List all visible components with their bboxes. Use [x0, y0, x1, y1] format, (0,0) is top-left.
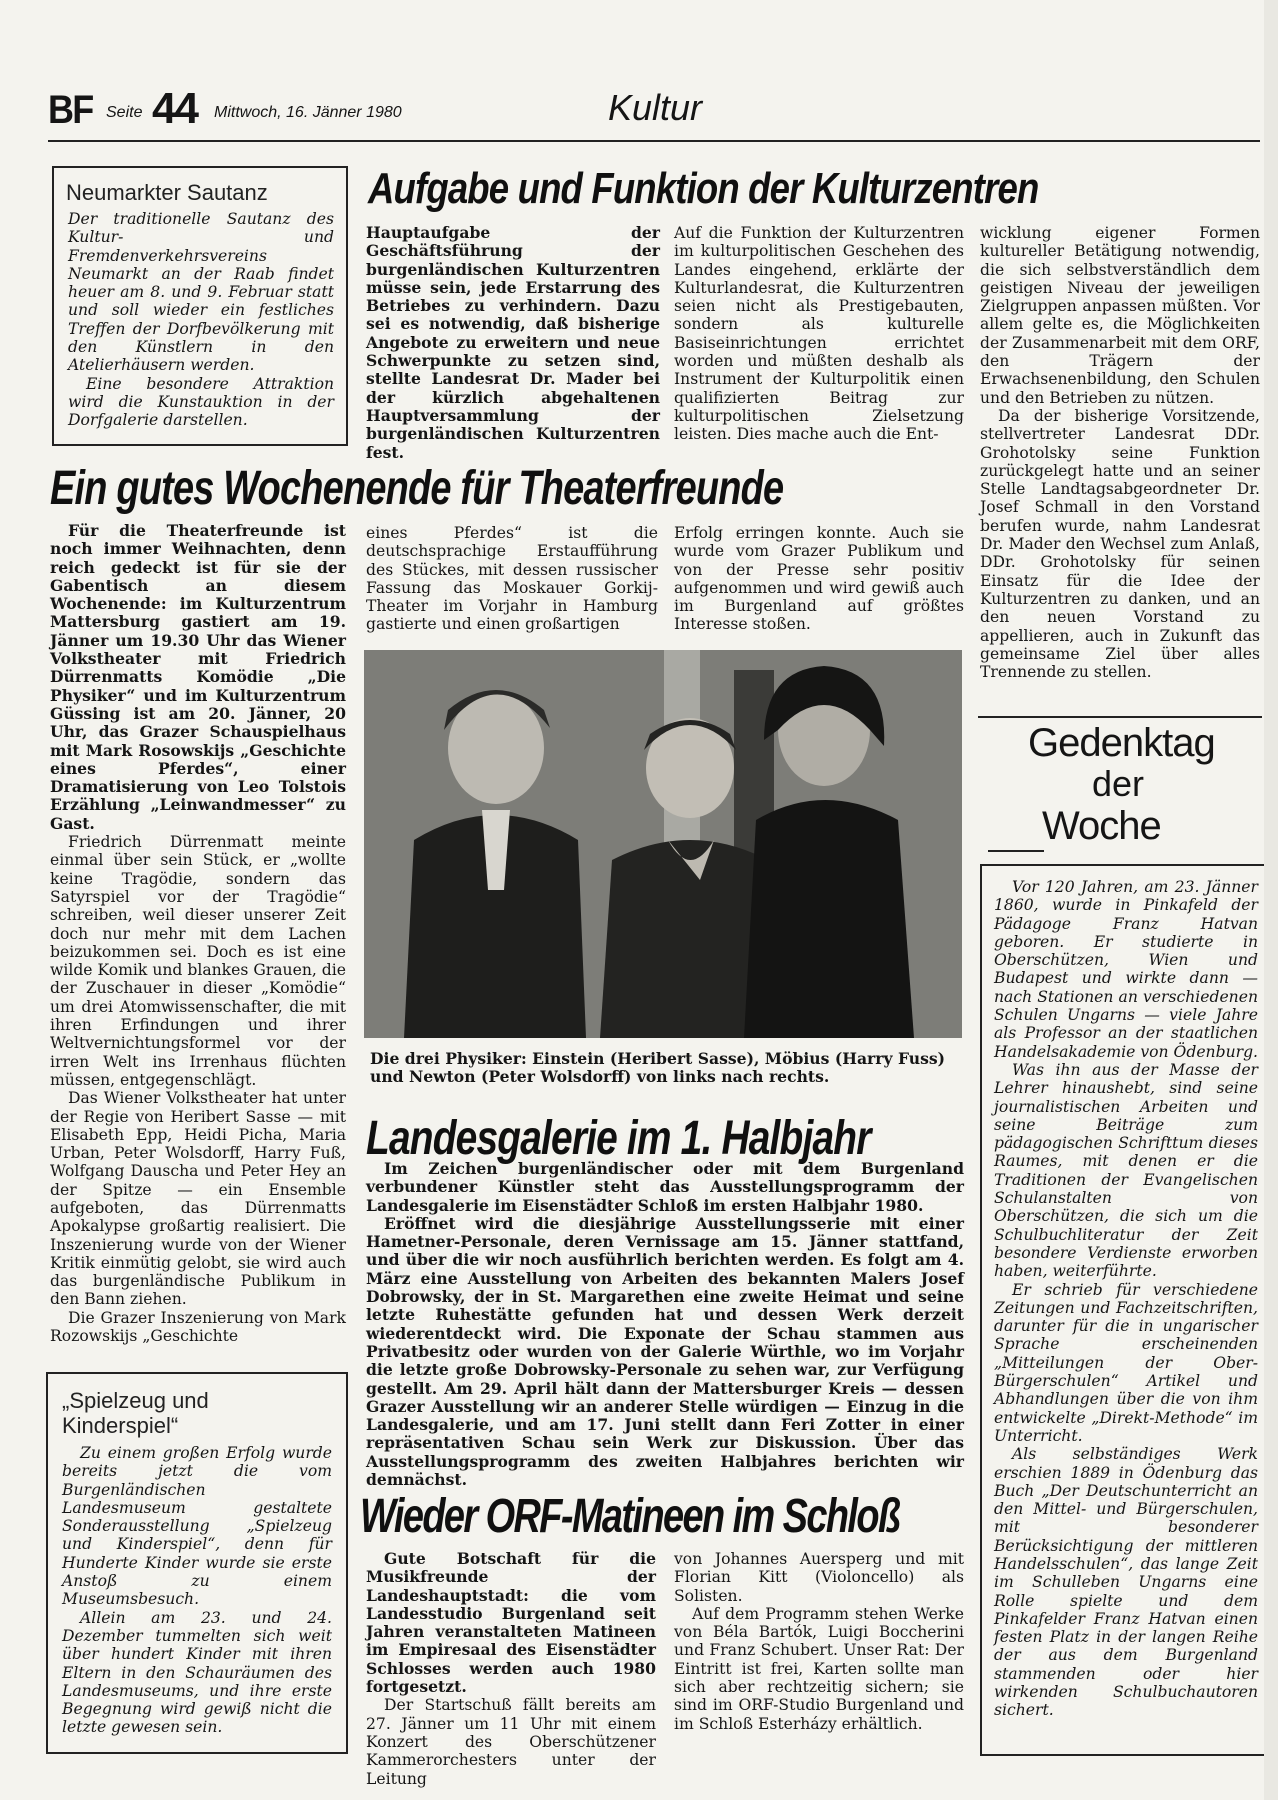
orf-col-2 [674, 1550, 964, 1733]
page-edge [1264, 0, 1278, 1800]
kulturzentren-headline: Aufgabe und Funktion der Kulturzentren [368, 164, 1039, 213]
gedenktag-title-line2: der [1092, 763, 1145, 804]
spielzeug-text [62, 1444, 332, 1737]
sautanz-text [68, 210, 334, 430]
spielzeug-paragraph: Allein am 23. und 24. Dezember tummelten sich weit über hundert Kinder mit ihren Eltern in den Schauräumen des Landesmuseums, und ihre erste Begegnung wird gewiß nicht die letzte gewesen sein. [62, 1608, 332, 1737]
gedenktag-title-line1: Gedenktag [1028, 721, 1215, 765]
kulturzentren-paragraph: Da der bisherige Vorsitzende, stellvertreter Landesrat DDr. Grohotolsky seine Funktion zurückgelegt hatte und an seiner Stelle Landtagsabgeordneter Dr. Josef Schmall in den Vorstand berufen wurde, nahm Landesrat Dr. Mader den Wechsel zum Anlaß, DDr. Grohotolsky für seinen Einsatz für die Idee der Kulturzentren zu danken, und an den neuen Vorstand zu appellieren, auch in Zukunft das gemeinsame Ziel über alles Trennende zu stellen. [980, 406, 1260, 682]
sautanz-paragraph: Eine besondere Attraktion wird die Kunstauktion in der Dorfgalerie darstellen. [68, 374, 334, 430]
theater-col-3: Erfolg erringen konnte. Auch sie wurde vom Grazer Publikum und von der Presse sehr positiv aufgenommen und wird gewiß auch im Burgenland auf größtes Interesse stoßen. [674, 524, 964, 634]
theater-paragraph: Friedrich Dürrenmatt meinte einmal über sein Stück, er „wollte keine Tragödie, sondern das Satyrspiel vor der Tragödie“ schreiben, weil dieser unserer Zeit doch nur mehr mit dem Lachen beizukommen sei. Doch es ist eine wilde Komik und blankes Grauen, die der Zuschauer in dieser „Komödie“ um drei Atomwissenschafter, die mit ihren Erfindungen und ihrer Weltvernichtungsformel vor der irren Welt ins Irrenhaus flüchten müssen, entgegenschlägt. [50, 833, 346, 1089]
orf-lead: Gute Botschaft für die Musikfreunde der Landeshauptstadt: die vom Landesstudio Burgenland seit Jahren veranstalteten Matineen im Empiresaal des Eisenstädter Schlosses werden auch 1980 fortgesetzt. [366, 1549, 656, 1697]
gedenktag-top-rule [978, 716, 1262, 718]
gedenktag-paragraph: Als selbständiges Werk erschien 1889 in Ödenburg das Buch „Der Deutschunterricht an den Mittel- und Bürgerschulen, mit besonderer Berücksichtigung der mittleren Handelsschulen“, das lange Zeit im Schulleben Ungarns eine Rolle spielte und dem Pinkafelder Franz Hatvan einen festen Platz in der langen Reihe der aus dem Burgenland stammenden oder hier wirkenden Schulbuchautoren sichert. [994, 1445, 1258, 1720]
gedenktag-title [980, 720, 1262, 860]
theater-col-1 [50, 522, 346, 1345]
theater-paragraph: Die Grazer Inszenierung von Mark Rozowskijs „Geschichte [50, 1308, 346, 1346]
gedenktag-paragraph: Er schrieb für verschiedene Zeitungen und Fachzeitschriften, darunter für die in ungarischer Sprache erscheinenden „Mitteilungen der Ober-Bürgerschulen“ Artikel und Abhandlungen über die von ihm entwickelte „Direkt-Methode“ im Unterricht. [994, 1280, 1258, 1445]
photo-figures [364, 650, 962, 1038]
landesgalerie-paragraph: Eröffnet wird die diesjährige Ausstellungsserie mit einer Hametner-Personale, deren Vernissage am 15. Jänner stattfand, und über die wir noch ausführlich berichten werden. Es folgt am 4. März eine Ausstellung von Arbeiten des bekannten Malers Josef Dobrowsky, der in St. Margarethen eine zweite Heimat und seine letzte Ruhestätte gefunden hat und dessen Werk derzeit wiederentdeckt wird. Die Exponate der Schau stammen aus Privatbesitz oder wurden von der Galerie Würthle, wo im Vorjahr die letzte große Dobrowsky-Personale zu sehen war, zur Verfügung gestellt. Am 29. April hält dann der Mattersburger Kreis — dessen Grazer Ausstellung wir an anderer Stelle würdigen — Einzug in die Landesgalerie, und am 17. Juni stellt dann Feri Zotter in einer repräsentativen Schau sein Werk zur Diskussion. Über das Ausstellungsprogramm des zweiten Halbjahres berichten wir demnächst. [366, 1213, 964, 1490]
kulturzentren-col-1: Hauptaufgabe der Geschäftsführung der burgenländischen Kulturzentren müsse sein, jede Erstarrung des Betriebes zu verhindern. Dazu sei es notwendig, daß bisherige Angebote zu erweitern und neue Schwerpunkte zu setzen sind, stellte Landesrat Dr. Mader bei der kürzlich abgehaltenen Hauptversammlung der burgenländischen Kulturzentren fest. [366, 223, 660, 462]
issue-date: Mittwoch, 16. Jänner 1980 [214, 104, 402, 121]
gedenktag-title-line3: Woche [1042, 804, 1161, 848]
kulturzentren-col-3 [980, 224, 1260, 681]
sautanz-paragraph: Der traditionelle Sautanz des Kultur- und Fremdenverkehrsvereins Neumarkt an der Raab findet heuer am 8. und 9. Februar statt und soll wieder ein festliches Treffen der Dorfbevölkerung mit den Künstlern in den Atelierhäusern werden. [68, 210, 334, 375]
masthead [48, 84, 1258, 136]
orf-paragraph: von Johannes Auersperg und mit Florian Kitt (Violoncello) als Solisten. [674, 1550, 964, 1605]
orf-paragraph: Der Startschuß fällt bereits am 27. Jänner um 11 Uhr mit einem Konzert des Oberschützener Kammerorchesters unter der Leitung [366, 1696, 656, 1788]
section-title: Kultur [608, 87, 703, 128]
theater-headline: Ein gutes Wochenende für Theaterfreunde [50, 462, 784, 515]
landesgalerie-headline: Landesgalerie im 1. Halbjahr [366, 1112, 871, 1165]
spielzeug-box [46, 1372, 348, 1754]
gedenktag-paragraph: Was ihn aus der Masse der Lehrer hinaushebt, sind seine journalistischen Arbeiten und seine Beiträge zum pädagogischen Schrifttum dieses Raumes, mit denen er die Traditionen der Evangelischen Schulanstalten von Oberschützen, die sich um die Schulbuchliteratur der Zeit besondere Verdienste erworben haben, weiterführte. [994, 1060, 1258, 1281]
kulturzentren-paragraph: wicklung eigener Formen kultureller Betätigung notwendig, die sich selbstverständlich dem geistigen Niveau der jeweiligen Zielgruppen anpassen müßten. Vor allem gelte es, die Möglichkeiten der Zusammenarbeit mit dem ORF, den Trägern der Erwachsenenbildung, den Schulen und den Betrieben zu nützen. [980, 224, 1260, 407]
theater-paragraph: Das Wiener Volkstheater hat unter der Regie von Heribert Sasse — mit Elisabeth Epp, Heidi Picha, Maria Urban, Peter Wolsdorff, Harry Fuß, Wolfgang Dauscha und Peter Hey an der Spitze — ein Ensemble aufgeboten, das Dürrenmatts Apokalypse großartig realisiert. Die Inszenierung wurde von der Wiener Kritik einmütig gelobt, sie wird auch das burgenländische Publikum in den Bann ziehen. [50, 1089, 346, 1309]
orf-headline: Wieder ORF-Matineen im Schloß [360, 1490, 900, 1543]
masthead-rule [48, 140, 1260, 142]
orf-paragraph: Auf dem Programm stehen Werke von Béla Bartók, Luigi Boccherini und Franz Schubert. Unser Rat: Der Eintritt ist frei, Karten sollte man sich aber rechtzeitig sichern; sie sind im ORF-Studio Burgenland und im Schloß Esterházy erhältlich. [674, 1604, 964, 1733]
gedenktag-text [994, 878, 1258, 1720]
sautanz-title: Neumarkter Sautanz [66, 180, 268, 205]
kulturzentren-col-2: Auf die Funktion der Kulturzentren im kulturpolitischen Geschehen des Landes eingehend, erklärte der Kulturlandesrat, die Kulturzentren seien nicht als Prestigebauten, sondern als kulturelle Basiseinrichtungen errichtet worden und müßten deshalb als Instrument der Kulturpolitik einen qualifizierten Beitrag zur kulturpolitischen Zielsetzung leisten. Dies mache auch die Ent- [674, 224, 964, 444]
page-number: 44 [152, 84, 197, 133]
landesgalerie-paragraph: Im Zeichen burgenländischer oder mit dem Burgenland verbundener Künstler steht das Ausstellungsprogramm der Landesgalerie im Eisenstädter Schloß im ersten Halbjahr 1980. [366, 1159, 964, 1215]
photo-caption: Die drei Physiker: Einstein (Heribert Sasse), Möbius (Harry Fuss) und Newton (Peter Wolsdorff) von links nach rechts. [370, 1049, 946, 1087]
gedenktag-paragraph: Vor 120 Jahren, am 23. Jänner 1860, wurde in Pinkafeld der Pädagoge Franz Hatvan geboren. Er studierte in Oberschützen, Wien und Budapest und wirkte dann — nach Stationen an verschiedenen Schulen Ungarns — viele Jahre als Professor an der staatlichen Handelsakademie von Ödenburg. [994, 878, 1259, 1061]
theater-lead: Für die Theaterfreunde ist noch immer Weihnachten, denn reich gedeckt ist für sie der Gabentisch an diesem Wochenende: im Kulturzentrum Mattersburg gastiert am 19. Jänner um 19.30 Uhr das Wiener Volkstheater mit Friedrich Dürrenmatts Komödie „Die Physiker“ und im Kulturzentrum Güssing ist am 20. Jänner, 20 Uhr, das Grazer Schauspielhaus mit Mark Rosowskijs „Geschichte eines Pferdes“, einer Dramatisierung von Leo Tolstois Erzählung „Leinwandmesser“ zu Gast. [50, 521, 346, 833]
spielzeug-title: „Spielzeug und Kinderspiel“ [62, 1388, 209, 1438]
sautanz-box [52, 166, 348, 446]
orf-col-1 [366, 1550, 656, 1788]
paper-logo: BF [48, 88, 93, 132]
theater-col-2: eines Pferdes“ ist die deutschsprachige Erstaufführung des Stückes, mit dessen russischer Fassung das Moskauer Gorkij-Theater im Vorjahr in Hamburg gastierte und einen großartigen [366, 524, 658, 634]
landesgalerie-body [366, 1160, 964, 1489]
seite-label: Seite [106, 104, 143, 121]
spielzeug-paragraph: Zu einem großen Erfolg wurde bereits jetzt die vom Burgenländischen Landesmuseum gestaltete Sonderausstellung „Spielzeug und Kinderspiel“, denn für Hunderte Kinder wurde sie erste Anstoß zu einem Museumsbesuch. [62, 1444, 332, 1609]
gedenktag-title-underline [988, 850, 1044, 852]
physiker-photo [364, 650, 962, 1038]
gedenktag-box [980, 864, 1264, 1756]
